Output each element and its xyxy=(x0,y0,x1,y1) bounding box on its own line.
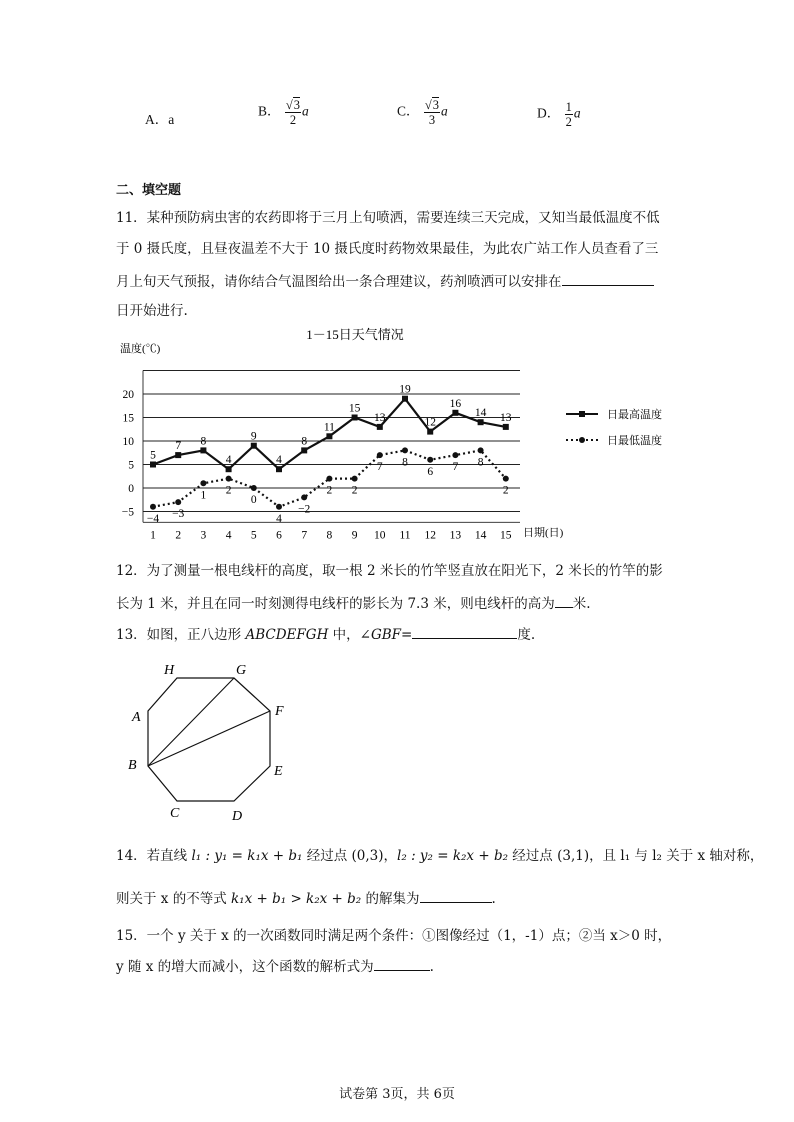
point-high xyxy=(352,415,358,421)
q15-line-2 xyxy=(116,957,434,975)
point-low xyxy=(251,485,257,491)
vertex-label-f: F xyxy=(275,704,284,719)
q15-text: y 随 x 的增大而减小，这个函数的解析式为 xyxy=(116,959,374,975)
point-high xyxy=(150,462,156,468)
x-tick-labels xyxy=(150,529,512,541)
q15-text: . xyxy=(429,959,434,975)
q13-angle: GBF xyxy=(370,627,402,643)
q11-line-4: 日开始进行. xyxy=(116,303,188,319)
vertex-label-c: C xyxy=(170,806,180,821)
chart-title: 1－15日天气情况 xyxy=(306,327,404,342)
q14-inequality: k₁x + b₁ > k₂x + b₂ xyxy=(231,891,362,907)
q14-point-1: (0,3) xyxy=(351,848,384,864)
x-tick-label: 8 xyxy=(326,529,333,542)
y-tick-label: 0 xyxy=(128,483,134,495)
q12-line-2 xyxy=(116,594,591,612)
q14-text: 经过点 xyxy=(508,848,558,864)
q15-line-1: 15．一个 y 关于 x 的一次函数同时满足两个条件：①图像经过（1，-1）点；②当 x＞0 时， xyxy=(116,928,672,944)
q14-text: 则关于 x 的不等式 xyxy=(116,891,231,907)
q12-unit: 米. xyxy=(572,596,591,612)
data-label-high: 4 xyxy=(276,454,282,467)
choice-letter: B． xyxy=(258,103,281,119)
data-label-high: 5 xyxy=(150,449,156,462)
segment-bf xyxy=(148,711,270,766)
point-low xyxy=(226,476,232,482)
point-high xyxy=(452,410,458,416)
point-low xyxy=(326,476,332,482)
variable: a xyxy=(302,103,309,119)
legend-label-low: 日最低温度 xyxy=(607,435,662,447)
point-low xyxy=(377,452,383,458)
point-high xyxy=(402,396,408,402)
data-label-low: 8 xyxy=(402,456,408,469)
data-label-low: −2 xyxy=(298,503,311,516)
data-label-low: 1 xyxy=(200,489,207,502)
vertex-label-g: G xyxy=(236,663,247,678)
q11-line-1: 11．某种预防病虫害的农药即将于三月上旬喷洒，需要连续三天完成，又知当最低温度不低 xyxy=(116,210,660,226)
data-label-high: 13 xyxy=(500,411,512,424)
point-low xyxy=(175,499,181,505)
q14-point-2: (3,1) xyxy=(557,848,590,864)
x-tick-label: 3 xyxy=(200,529,207,542)
point-high xyxy=(200,447,206,453)
point-high xyxy=(226,466,232,472)
q14-text: 经过点 xyxy=(302,848,352,864)
fraction: $\frac{√3}{3}$ xyxy=(424,98,440,127)
q14-line-l1: l₁ : y₁ = k₁x + b₁ xyxy=(191,848,303,864)
data-label-low: 2 xyxy=(225,484,232,497)
choice-c xyxy=(397,98,448,127)
data-label-low: −4 xyxy=(146,512,160,525)
data-label-low: 7 xyxy=(452,461,459,474)
x-tick-label: 6 xyxy=(276,529,282,542)
series xyxy=(147,384,512,525)
data-label-high: 14 xyxy=(474,407,487,420)
q12-answer-blank[interactable] xyxy=(555,594,573,608)
x-tick-label: 9 xyxy=(351,529,358,542)
y-tick-label: 5 xyxy=(128,459,134,472)
denominator: 2 xyxy=(565,115,572,129)
choice-letter: C． xyxy=(397,103,420,119)
point-high xyxy=(478,419,484,425)
choice-a xyxy=(145,108,174,128)
choice-letter: D． xyxy=(537,105,561,121)
q14-text: ， xyxy=(383,848,398,864)
data-label-high: 11 xyxy=(323,421,335,434)
q14-answer-blank[interactable] xyxy=(420,889,492,903)
q13-suffix: 度. xyxy=(517,627,536,643)
x-tick-label: 13 xyxy=(449,529,462,542)
point-high xyxy=(301,447,307,453)
data-label-high: 15 xyxy=(348,402,361,415)
octagon-diagram xyxy=(120,655,300,830)
data-label-low: 2 xyxy=(351,484,358,497)
legend xyxy=(566,407,662,447)
y-tick-label: 10 xyxy=(122,436,134,448)
x-tick-label: 11 xyxy=(399,529,411,542)
data-label-low: 2 xyxy=(326,484,333,497)
variable: a xyxy=(573,105,581,121)
x-tick-label: 5 xyxy=(250,529,257,542)
q15-answer-blank[interactable] xyxy=(374,957,430,971)
numerator: 1 xyxy=(565,100,572,114)
legend-marker-high xyxy=(579,411,585,417)
point-low xyxy=(478,447,484,453)
q14-line-2 xyxy=(116,889,496,907)
data-label-low: 2 xyxy=(502,484,509,497)
point-high xyxy=(175,452,181,458)
data-label-high: 9 xyxy=(250,430,257,443)
data-label-low: 7 xyxy=(376,461,383,474)
x-tick-label: 7 xyxy=(301,529,308,542)
point-high xyxy=(377,424,383,430)
legend-label-high: 日最高温度 xyxy=(607,409,662,421)
q14-text: 的解集为 xyxy=(361,891,420,907)
q11-answer-blank[interactable] xyxy=(562,272,654,286)
y-tick-labels xyxy=(122,389,135,519)
fraction xyxy=(565,100,573,129)
point-low xyxy=(452,452,458,458)
fraction: $\frac{√3}{2}$ xyxy=(285,98,301,127)
data-label-high: 4 xyxy=(225,454,232,467)
data-label-high: 8 xyxy=(200,435,207,448)
segment-bg xyxy=(148,678,234,766)
data-label-low: 6 xyxy=(427,465,434,478)
denominator: 3 xyxy=(428,113,436,127)
point-low xyxy=(503,476,509,482)
sqrt-value: 3 xyxy=(293,98,301,112)
q12-line-2-text: 长为 1 米，并且在同一时刻测得电线杆的影长为 7.3 米，则电线杆的高为 xyxy=(116,596,555,612)
sqrt-value: 3 xyxy=(432,98,440,112)
page-footer: 试卷第 3页，共 6页 xyxy=(339,1087,455,1102)
choice-d xyxy=(537,100,581,129)
choice-letter: A． xyxy=(145,112,169,127)
x-tick-label: 12 xyxy=(424,529,436,542)
vertex-label-d: D xyxy=(232,809,243,824)
q13-eq: = xyxy=(401,627,413,643)
q11-line-3 xyxy=(116,272,654,290)
point-high xyxy=(251,443,257,449)
y-tick-label: 20 xyxy=(122,389,134,401)
data-label-low: −3 xyxy=(172,508,185,521)
point-high xyxy=(276,466,282,472)
vertex-label-e: E xyxy=(274,764,283,779)
x-axis-label: 日期(日) xyxy=(523,527,564,539)
y-tick-label: 15 xyxy=(122,412,134,425)
legend-marker-low xyxy=(579,437,585,443)
x-tick-label: 4 xyxy=(225,529,232,542)
data-label-low: 0 xyxy=(250,494,257,506)
x-tick-label: 10 xyxy=(374,529,386,542)
octagon-outline xyxy=(148,678,270,801)
vertex-label-b: B xyxy=(128,758,137,773)
variable: a xyxy=(441,103,448,119)
data-label-low: 8 xyxy=(477,456,484,469)
vertex-label-h: H xyxy=(164,663,175,678)
point-low xyxy=(150,504,156,510)
x-tick-label: 15 xyxy=(500,529,512,542)
q13-middle: 中，∠ xyxy=(328,627,371,643)
q13-line xyxy=(116,625,535,643)
q14-line-1 xyxy=(116,848,763,864)
denominator: 2 xyxy=(289,113,297,127)
weather-line-chart xyxy=(110,322,700,557)
section-title: 二、填空题 xyxy=(116,183,182,198)
vertex-label-a: A xyxy=(132,710,141,725)
q13-answer-blank[interactable] xyxy=(412,625,517,639)
x-tick-label: 2 xyxy=(175,529,182,542)
q14-text: ，且 l₁ 与 l₂ 关于 x 轴对称， xyxy=(589,848,764,864)
q11-line-3-text: 月上旬天气预报，请你结合气温图给出一条合理建议，药剂喷洒可以安排在 xyxy=(116,274,562,290)
point-high xyxy=(503,424,509,430)
y-axis-label: 温度(℃) xyxy=(120,343,161,355)
point-low xyxy=(427,457,433,463)
q14-text: . xyxy=(491,891,496,907)
data-label-low: 4 xyxy=(276,512,282,525)
point-low xyxy=(200,480,206,486)
data-label-high: 12 xyxy=(424,416,436,429)
point-low xyxy=(276,504,282,510)
point-high xyxy=(427,429,433,435)
point-low xyxy=(402,447,408,453)
x-tick-label: 1 xyxy=(150,529,156,542)
x-tick-label: 14 xyxy=(474,529,487,542)
q11-line-2: 于 0 摄氏度，且昼夜温差不大于 10 摄氏度时药物效果最佳，为此农广站工作人员查看了三 xyxy=(116,241,659,257)
q12-line-1: 12．为了测量一根电线杆的高度，取一根 2 米长的竹竿竖直放在阳光下，2 米长的竹竿的影 xyxy=(116,563,663,579)
choice-value: a xyxy=(168,112,175,127)
point-high xyxy=(326,433,332,439)
q13-prefix: 13．如图，正八边形 xyxy=(116,627,246,643)
choice-b xyxy=(258,98,309,127)
data-label-high: 7 xyxy=(175,440,182,453)
data-label-high: 19 xyxy=(399,383,411,396)
q14-text: 14．若直线 xyxy=(116,848,192,864)
point-low xyxy=(301,494,307,500)
point-low xyxy=(352,476,358,482)
data-label-high: 13 xyxy=(374,411,386,424)
data-label-high: 8 xyxy=(301,435,308,448)
q14-line-l2: l₂ : y₂ = k₂x + b₂ xyxy=(397,848,508,864)
y-tick-label: −5 xyxy=(121,506,134,519)
q13-shape: ABCDEFGH xyxy=(245,627,329,643)
data-label-high: 16 xyxy=(449,397,462,410)
